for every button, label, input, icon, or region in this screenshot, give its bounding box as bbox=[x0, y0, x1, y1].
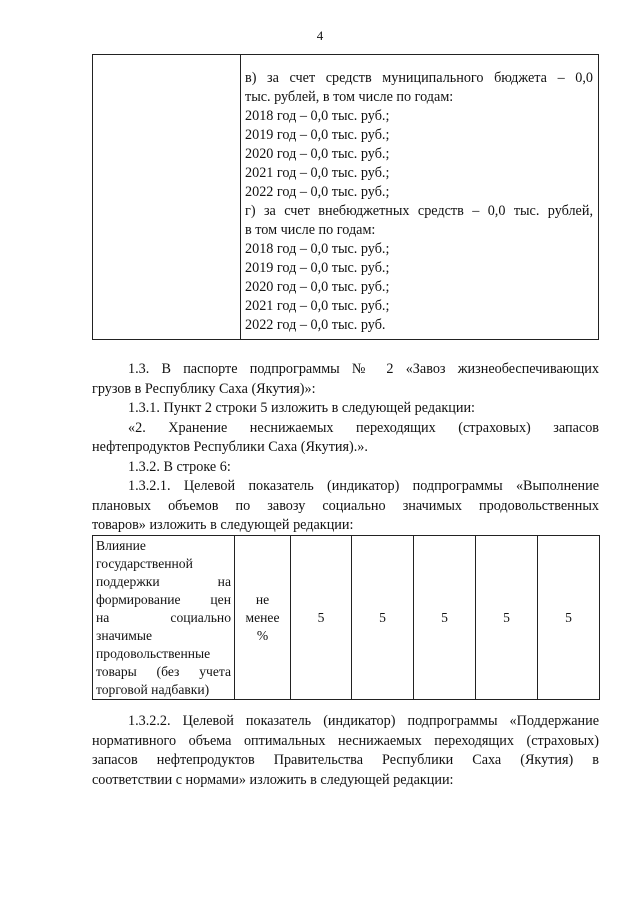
funding-line: в том числе по годам: bbox=[245, 222, 376, 238]
paragraph-line: 1.3.2.2. Целевой показатель (индикатор) подпрограммы «Поддержание bbox=[128, 713, 599, 729]
description-line: поддержки на bbox=[96, 574, 231, 589]
funding-year-line: 2018 год – 0,0 тыс. руб.; bbox=[245, 108, 390, 124]
funding-line: г) за счет внебюджетных средств – 0,0 тыс. рублей, bbox=[245, 203, 593, 219]
description-line: торговой надбавки) bbox=[96, 682, 210, 697]
description-line: значимые bbox=[96, 628, 153, 643]
unit-line: не bbox=[255, 591, 270, 607]
paragraph-line: нормативного объема оптимальных неснижаемых переходящих (страховых) bbox=[92, 732, 599, 749]
indicator-value-cell: 5 bbox=[352, 536, 414, 700]
paragraph-line: 1.3.1. Пункт 2 строки 5 изложить в следующей редакции: bbox=[128, 400, 475, 416]
paragraph-line: нефтепродуктов Республики Саха (Якутия).». bbox=[92, 439, 368, 455]
page-number: 4 bbox=[316, 28, 324, 43]
funding-year-line: 2018 год – 0,0 тыс. руб.; bbox=[245, 241, 390, 257]
funding-table-text-cell bbox=[245, 69, 593, 335]
description-line: товары (без учета bbox=[96, 664, 231, 679]
funding-year-line: 2020 год – 0,0 тыс. руб.; bbox=[245, 146, 390, 162]
indicator-description-cell bbox=[93, 536, 235, 700]
paragraph-line: 1.3. В паспорте подпрограммы № 2 «Завоз жизнеобеспечивающих bbox=[128, 361, 599, 377]
indicator-value-cell: 5 bbox=[291, 536, 352, 700]
paragraph-line: 1.3.2.1. Целевой показатель (индикатор) подпрограммы «Выполнение bbox=[128, 478, 599, 494]
paragraph-line: грузов в Республику Саха (Якутия)»: bbox=[92, 380, 316, 397]
paragraph-line: 1.3.2. В строке 6: bbox=[128, 458, 231, 475]
funding-year-line: 2019 год – 0,0 тыс. руб.; bbox=[245, 260, 390, 276]
indicator-value-cell: 5 bbox=[538, 536, 600, 700]
indicator-value-cell: 5 bbox=[414, 536, 476, 700]
description-line: Влияние bbox=[96, 538, 146, 553]
description-line: продовольственные bbox=[96, 646, 211, 661]
funding-table bbox=[92, 54, 599, 340]
funding-year-line: 2022 год – 0,0 тыс. руб. bbox=[245, 317, 386, 333]
unit-line: % bbox=[256, 627, 269, 643]
paragraph-line: «2. Хранение неснижаемых переходящих (страховых) запасов bbox=[128, 419, 599, 436]
funding-line: тыс. рублей, в том числе по годам: bbox=[245, 89, 454, 105]
funding-line: в) за счет средств муниципального бюджета – 0,0 bbox=[245, 70, 593, 86]
funding-year-line: 2019 год – 0,0 тыс. руб.; bbox=[245, 127, 390, 143]
indicator-value-cell: 5 bbox=[476, 536, 538, 700]
funding-year-line: 2020 год – 0,0 тыс. руб.; bbox=[245, 279, 390, 295]
paragraph-line: запасов нефтепродуктов Правительства Республики Саха (Якутия) в bbox=[92, 752, 599, 768]
paragraph-line: плановых объемов по завозу социально значимых продовольственных bbox=[92, 497, 599, 514]
paragraph-line: товаров» изложить в следующей редакции: bbox=[92, 517, 354, 533]
description-line: государственной bbox=[96, 556, 193, 571]
paragraph-block-1 bbox=[92, 360, 599, 536]
paragraph-line: соответствии с нормами» изложить в следующей редакции: bbox=[92, 771, 454, 788]
description-line: формирование цен bbox=[96, 592, 231, 607]
unit-line: менее bbox=[245, 609, 280, 625]
indicator-table bbox=[92, 535, 600, 700]
indicator-unit-cell bbox=[235, 536, 291, 700]
funding-year-line: 2022 год – 0,0 тыс. руб.; bbox=[245, 184, 390, 200]
funding-year-line: 2021 год – 0,0 тыс. руб.; bbox=[245, 298, 390, 314]
paragraph-block-2 bbox=[92, 712, 599, 790]
funding-year-line: 2021 год – 0,0 тыс. руб.; bbox=[245, 165, 390, 181]
funding-table-empty-cell bbox=[93, 55, 241, 339]
table-row bbox=[93, 536, 600, 700]
description-line: на социально bbox=[96, 610, 231, 625]
